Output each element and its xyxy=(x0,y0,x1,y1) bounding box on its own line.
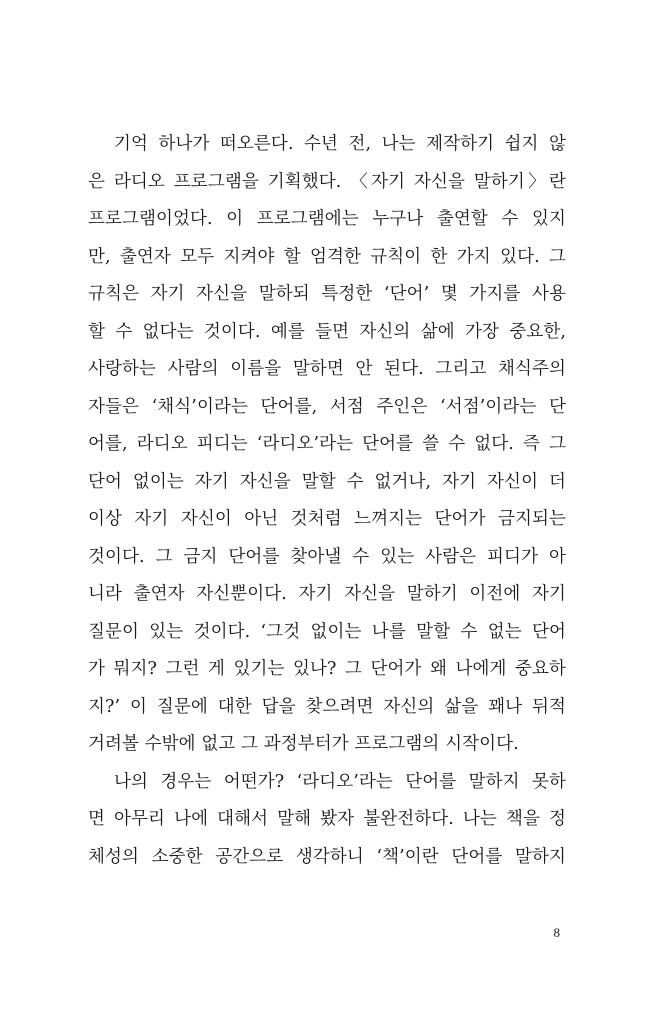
text-line: 이상 자기 자신이 아닌 것처럼 느껴지는 단어가 금지되는 xyxy=(88,509,566,529)
text-line: 만, 출연자 모두 지켜야 할 엄격한 규칙이 한 가지 있다. 그 xyxy=(88,246,566,267)
text-line: 기억 하나가 떠오른다. 수년 전, 나는 제작하기 쉽지 않 xyxy=(114,134,566,154)
text-line: 할 수 없다는 것이다. 예를 들면 자신의 삶에 가장 중요한, xyxy=(88,321,566,342)
text-line: 것이다. 그 금지 단어를 찾아낼 수 있는 사람은 피디가 아 xyxy=(88,546,566,567)
text-line: 프로그램이었다. 이 프로그램에는 누구나 출연할 수 있지 xyxy=(88,209,566,229)
text-line: 은 라디오 프로그램을 기획했다. 〈자기 자신을 말하기〉란 xyxy=(88,171,566,192)
text-line: 자들은 ‘채식’이라는 단어를, 서점 주인은 ‘서점’이라는 단 xyxy=(88,396,566,417)
text-line: 니라 출연자 자신뿐이다. 자기 자신을 말하기 이전에 자기 xyxy=(88,584,566,604)
text-line: 어를, 라디오 피디는 ‘라디오’라는 단어를 쓸 수 없다. 즉 그 xyxy=(88,434,566,454)
text-line: 거려볼 수밖에 없고 그 과정부터가 프로그램의 시작이다. xyxy=(88,734,519,754)
text-line: 단어 없이는 자기 자신을 말할 수 없거나, 자기 자신이 더 xyxy=(88,471,566,492)
body-text xyxy=(88,126,566,876)
text-line: 지?’ 이 질문에 대한 답을 찾으려면 자신의 삶을 꽤나 뒤적 xyxy=(88,696,566,717)
text-line: 면 아무리 나에 대해서 말해 봤자 불완전하다. 나는 책을 정 xyxy=(88,809,566,829)
text-line: 질문이 있는 것이다. ‘그것 없이는 나를 말할 수 없는 단어 xyxy=(88,621,566,642)
page-number: 8 xyxy=(553,925,560,940)
text-line: 사랑하는 사람의 이름을 말하면 안 된다. 그리고 채식주의 xyxy=(88,359,566,379)
text-line: 나의 경우는 어떤가? ‘라디오’라는 단어를 말하지 못하 xyxy=(114,771,566,792)
text-line: 규칙은 자기 자신을 말하되 특정한 ‘단어’ 몇 가지를 사용 xyxy=(88,284,566,304)
text-line: 가 뭐지? 그런 게 있기는 있나? 그 단어가 왜 나에게 중요하 xyxy=(88,659,566,679)
text-line: 체성의 소중한 공간으로 생각하니 ‘책’이란 단어를 말하지 xyxy=(88,846,566,867)
